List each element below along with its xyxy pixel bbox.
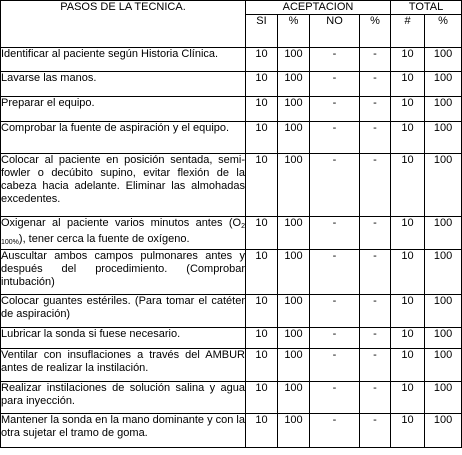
acceptance-header: ACEPTACION <box>246 1 391 15</box>
no-pct-cell: - <box>360 122 391 154</box>
si-cell: 10 <box>246 72 278 97</box>
si-pct-cell: 100 <box>278 382 310 414</box>
table-row <box>1 97 462 122</box>
si-pct-cell: 100 <box>278 122 310 154</box>
step-text-part: ), tener cerca la fuente de oxígeno. <box>18 233 190 245</box>
si-pct-cell: 100 <box>278 414 310 448</box>
si-pct-cell: 100 <box>278 48 310 72</box>
si-cell: 10 <box>246 382 278 414</box>
col-si-header: SI <box>246 15 278 48</box>
table-row <box>1 382 462 414</box>
si-cell: 10 <box>246 349 278 382</box>
step-text: Ventilar con insuflaciones a través del AMBUR antes de realizar la instilación. <box>1 349 246 382</box>
no-cell: - <box>310 414 360 448</box>
si-pct-cell: 100 <box>278 217 310 250</box>
total-pct-cell: 100 <box>425 97 462 122</box>
no-cell: - <box>310 48 360 72</box>
no-cell: - <box>310 328 360 349</box>
table-row <box>1 48 462 72</box>
si-cell: 10 <box>246 154 278 217</box>
no-cell: - <box>310 349 360 382</box>
si-pct-cell: 100 <box>278 97 310 122</box>
table-row <box>1 295 462 328</box>
total-pct-cell: 100 <box>425 328 462 349</box>
table-row <box>1 349 462 382</box>
no-cell: - <box>310 154 360 217</box>
total-pct-cell: 100 <box>425 122 462 154</box>
total-pct-cell: 100 <box>425 72 462 97</box>
col-pct-no-header: % <box>360 15 391 48</box>
si-pct-cell: 100 <box>278 295 310 328</box>
no-pct-cell: - <box>360 72 391 97</box>
total-pct-cell: 100 <box>425 382 462 414</box>
table-row <box>1 122 462 154</box>
si-pct-cell: 100 <box>278 349 310 382</box>
total-count-cell: 10 <box>391 295 425 328</box>
step-text: Comprobar la fuente de aspiración y el equipo. <box>1 122 246 154</box>
total-pct-cell: 100 <box>425 250 462 295</box>
total-count-cell: 10 <box>391 48 425 72</box>
no-pct-cell: - <box>360 154 391 217</box>
oxygen-subscript: 2 100% <box>1 223 245 246</box>
si-cell: 10 <box>246 295 278 328</box>
step-text: Lubricar la sonda si fuese necesario. <box>1 328 246 349</box>
no-cell: - <box>310 250 360 295</box>
table-row <box>1 250 462 295</box>
col-no-header: NO <box>310 15 360 48</box>
col-pct-total-header: % <box>425 15 462 48</box>
si-pct-cell: 100 <box>278 250 310 295</box>
total-pct-cell: 100 <box>425 295 462 328</box>
no-cell: - <box>310 382 360 414</box>
step-text: Colocar al paciente en posición sentada, semi-fowler o decúbito supino, evitar flexión de la cabeza hacia adelante. Eliminar las almohadas excedentes. <box>1 154 246 217</box>
col-pct-si-header: % <box>278 15 310 48</box>
total-pct-cell: 100 <box>425 349 462 382</box>
total-count-cell: 10 <box>391 414 425 448</box>
total-count-cell: 10 <box>391 72 425 97</box>
no-pct-cell: - <box>360 250 391 295</box>
no-pct-cell: - <box>360 382 391 414</box>
si-pct-cell: 100 <box>278 72 310 97</box>
no-cell: - <box>310 122 360 154</box>
no-cell: - <box>310 97 360 122</box>
step-text-part: Oxigenar al paciente varios minutos antes (O <box>1 217 242 229</box>
no-pct-cell: - <box>360 48 391 72</box>
step-text: Identificar al paciente según Historia Clínica. <box>1 48 246 72</box>
col-count-header: # <box>391 15 425 48</box>
table-row <box>1 414 462 448</box>
step-text: Auscultar ambos campos pulmonares antes y después del procedimiento. (Comprobar intubación) <box>1 250 246 295</box>
no-pct-cell: - <box>360 414 391 448</box>
si-cell: 10 <box>246 97 278 122</box>
no-cell: - <box>310 295 360 328</box>
no-pct-cell: - <box>360 295 391 328</box>
no-cell: - <box>310 72 360 97</box>
step-text: Colocar guantes estériles. (Para tomar el catéter de aspiración) <box>1 295 246 328</box>
step-text: Mantener la sonda en la mano dominante y con la otra sujetar el tramo de goma. <box>1 414 246 448</box>
si-cell: 10 <box>246 217 278 250</box>
step-text: Realizar instilaciones de solución salina y agua para inyección. <box>1 382 246 414</box>
no-pct-cell: - <box>360 217 391 250</box>
table-row <box>1 72 462 97</box>
si-cell: 10 <box>246 414 278 448</box>
table-row <box>1 217 462 250</box>
total-count-cell: 10 <box>391 382 425 414</box>
no-pct-cell: - <box>360 349 391 382</box>
si-pct-cell: 100 <box>278 328 310 349</box>
total-count-cell: 10 <box>391 250 425 295</box>
total-count-cell: 10 <box>391 97 425 122</box>
step-text <box>1 217 246 250</box>
step-text: Lavarse las manos. <box>1 72 246 97</box>
total-pct-cell: 100 <box>425 217 462 250</box>
total-pct-cell: 100 <box>425 48 462 72</box>
total-count-cell: 10 <box>391 217 425 250</box>
si-cell: 10 <box>246 48 278 72</box>
si-cell: 10 <box>246 250 278 295</box>
table-row <box>1 154 462 217</box>
no-pct-cell: - <box>360 97 391 122</box>
table-row <box>1 328 462 349</box>
si-cell: 10 <box>246 328 278 349</box>
total-pct-cell: 100 <box>425 154 462 217</box>
total-count-cell: 10 <box>391 122 425 154</box>
total-count-cell: 10 <box>391 154 425 217</box>
no-pct-cell: - <box>360 328 391 349</box>
total-header: TOTAL <box>391 1 462 15</box>
step-text: Preparar el equipo. <box>1 97 246 122</box>
total-count-cell: 10 <box>391 349 425 382</box>
si-pct-cell: 100 <box>278 154 310 217</box>
no-cell: - <box>310 217 360 250</box>
total-count-cell: 10 <box>391 328 425 349</box>
steps-header: PASOS DE LA TECNICA. <box>1 1 246 48</box>
si-cell: 10 <box>246 122 278 154</box>
total-pct-cell: 100 <box>425 414 462 448</box>
